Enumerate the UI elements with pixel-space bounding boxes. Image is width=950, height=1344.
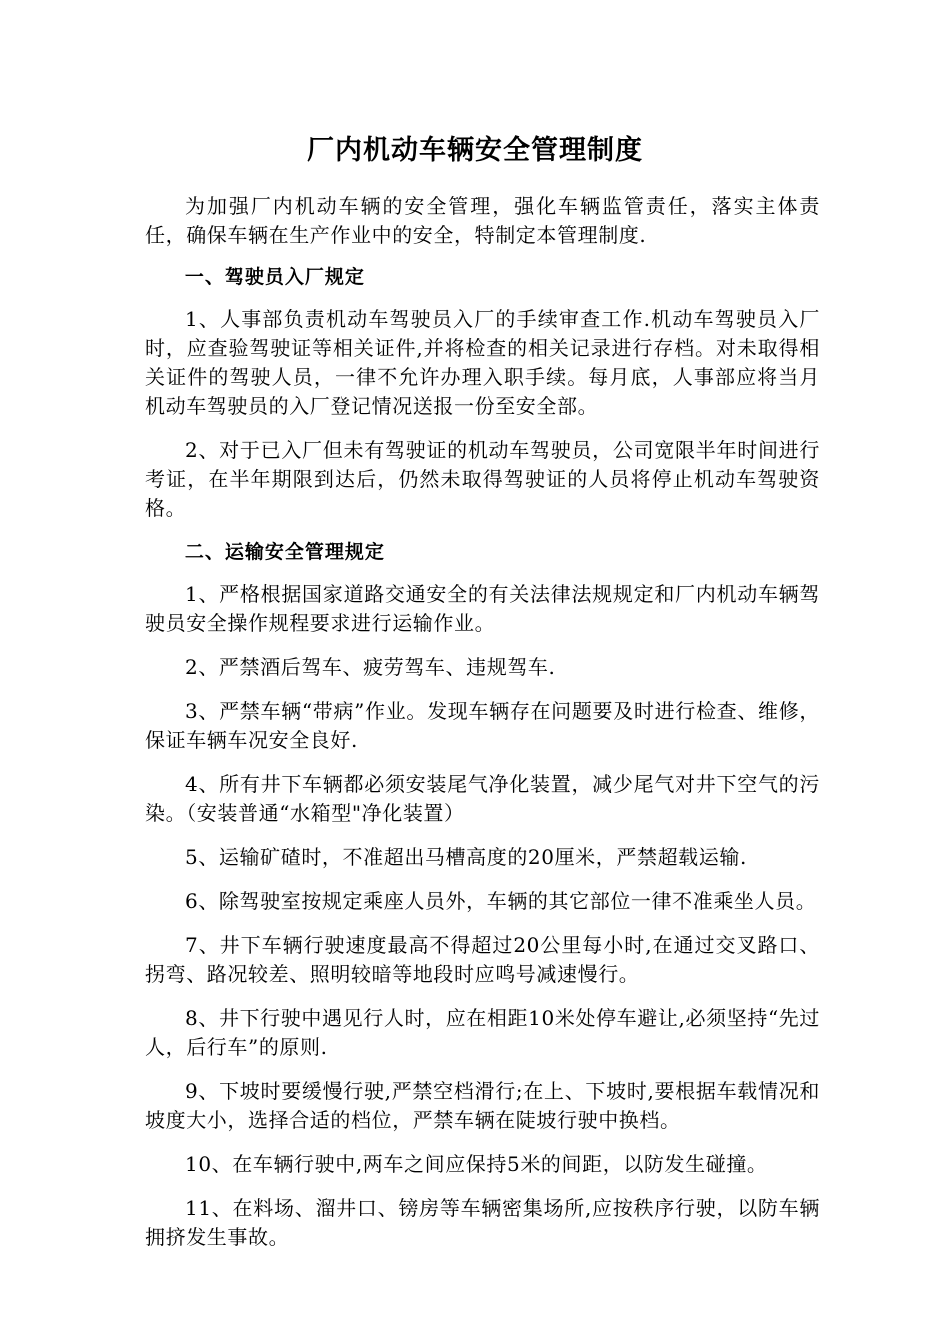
document-body <box>145 192 820 1252</box>
section-2-item-9: 9、下坡时要缓慢行驶,严禁空档滑行;在上、下坡时,要根据车载情况和坡度大小，选择合适的档位，严禁车辆在陡坡行驶中换档。 <box>145 1079 820 1132</box>
section-2-item-6: 6、除驾驶室按规定乘座人员外，车辆的其它部位一律不准乘坐人员。 <box>185 889 817 913</box>
section-2-item-10: 10、在车辆行驶中,两车之间应保持5米的间距，以防发生碰撞。 <box>185 1152 768 1176</box>
section-2-item-7: 7、井下车辆行驶速度最高不得超过20公里每小时,在通过交叉路口、拐弯、路况较差、照明较暗等地段时应鸣号减速慢行。 <box>145 933 820 986</box>
section-2-item-5: 5、运输矿碴时，不准超出马槽高度的20厘米，严禁超载运输. <box>185 845 747 869</box>
section-2-item-8: 8、井下行驶中遇见行人时，应在相距10米处停车避让,必须坚持“先过人，后行车”的原则. <box>145 1006 820 1059</box>
section-1-item-2: 2、对于已入厂但未有驾驶证的机动车驾驶员，公司宽限半年时间进行考证，在半年期限到达后，仍然未取得驾驶证的人员将停止机动车驾驶资格。 <box>145 438 820 520</box>
section-2-item-4: 4、所有井下车辆都必须安装尾气净化装置，减少尾气对井下空气的污染。（安装普通“水箱型"净化装置） <box>145 772 820 825</box>
section-2-item-2: 2、严禁酒后驾车、疲劳驾车、违规驾车. <box>185 655 556 679</box>
section-1-item-1: 1、人事部负责机动车驾驶员入厂的手续审查工作.机动车驾驶员入厂时，应查验驾驶证等相关证件,并将检查的相关记录进行存档。对未取得相关证件的驾驶人员，一律不允许办理入职手续。每月底，人事部应将当月机动车驾驶员的入厂登记情况送报一份至安全部。 <box>145 307 820 418</box>
document-title: 厂内机动车辆安全管理制度 <box>307 135 643 166</box>
section-2-heading: 二、运输安全管理规定 <box>184 541 385 563</box>
intro-paragraph: 为加强厂内机动车辆的安全管理，强化车辆监管责任，落实主体责任，确保车辆在生产作业中的安全，特制定本管理制度. <box>145 194 820 247</box>
section-2-item-11: 11、在料场、溜井口、镑房等车辆密集场所,应按秩序行驶，以防车辆拥挤发生事故。 <box>145 1196 820 1249</box>
section-2-item-3: 3、严禁车辆“带病”作业。发现车辆存在问题要及时进行检查、维修，保证车辆车况安全良好. <box>145 699 820 752</box>
section-2-item-1: 1、严格根据国家道路交通安全的有关法律法规规定和厂内机动车辆驾驶员安全操作规程要求进行运输作业。 <box>145 582 820 635</box>
section-1-heading: 一、驾驶员入厂规定 <box>184 266 365 288</box>
